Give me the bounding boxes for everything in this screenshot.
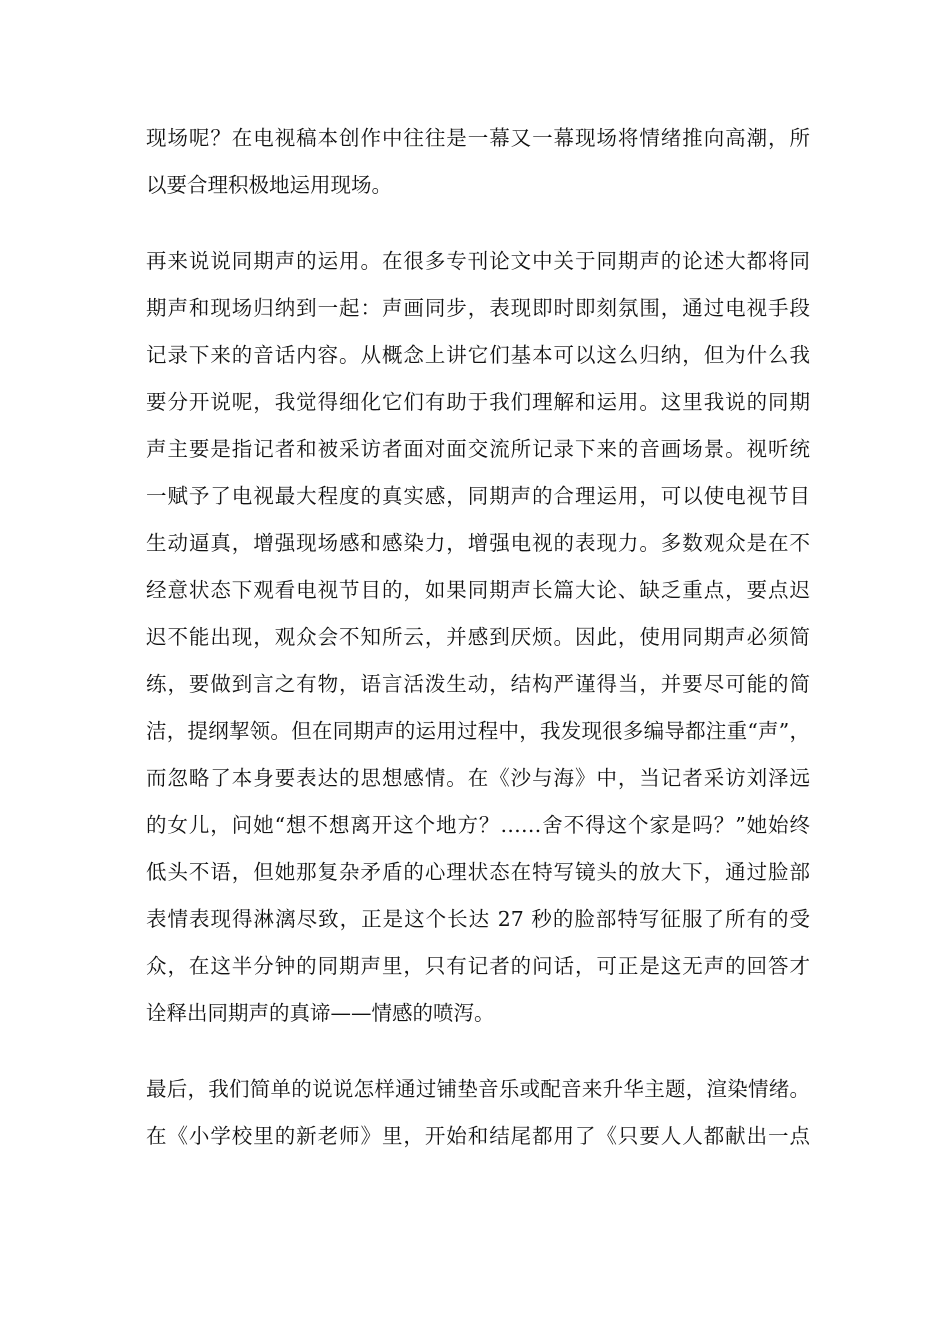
text-line: 声主要是指记者和被采访者面对面交流所记录下来的音画场景。视听统 [146,437,810,461]
text-line: 众，在这半分钟的同期声里，只有记者的问话，可正是这无声的回答才 [146,954,810,978]
text-line: 现场呢？在电视稿本创作中往往是一幕又一幕现场将情绪推向高潮，所 [146,126,810,150]
text-line: 在《小学校里的新老师》里，开始和结尾都用了《只要人人都献出一点 [146,1124,810,1148]
text-line: 低头不语，但她那复杂矛盾的心理状态在特写镜头的放大下，通过脸部 [146,860,810,884]
text-line: 期声和现场归纳到一起：声画同步，表现即时即刻氛围，通过电视手段 [146,296,810,320]
text-line: 再来说说同期声的运用。在很多专刊论文中关于同期声的论述大都将同 [146,249,810,273]
text-line: 诠释出同期声的真谛——情感的喷泻。 [146,1001,495,1025]
text-line: 生动逼真，增强现场感和感染力，增强电视的表现力。多数观众是在不 [146,531,810,555]
text-line: 表情表现得淋漓尽致，正是这个长达 27 秒的脸部特写征服了所有的受 [146,907,810,931]
text-line: 洁，提纲挈领。但在同期声的运用过程中，我发现很多编导都注重“声”， [146,719,810,743]
text-line: 要分开说呢，我觉得细化它们有助于我们理解和运用。这里我说的同期 [146,390,810,414]
text-line: 一赋予了电视最大程度的真实感，同期声的合理运用，可以使电视节目 [146,484,810,508]
text-line: 迟不能出现，观众会不知所云，并感到厌烦。因此，使用同期声必须简 [146,625,810,649]
text-line: 练，要做到言之有物，语言活泼生动，结构严谨得当，并要尽可能的简 [146,672,810,696]
text-line: 记录下来的音话内容。从概念上讲它们基本可以这么归纳，但为什么我 [146,343,810,367]
text-line: 而忽略了本身要表达的思想感情。在《沙与海》中，当记者采访刘泽远 [146,766,810,790]
text-line: 最后，我们简单的说说怎样通过铺垫音乐或配音来升华主题，渲染情绪。 [146,1077,810,1101]
text-line: 以要合理积极地运用现场。 [146,173,392,197]
text-line: 的女儿，问她“想不想离开这个地方？……舍不得这个家是吗？”她始终 [146,813,810,837]
text-line: 经意状态下观看电视节目的，如果同期声长篇大论、缺乏重点，要点迟 [146,578,810,602]
